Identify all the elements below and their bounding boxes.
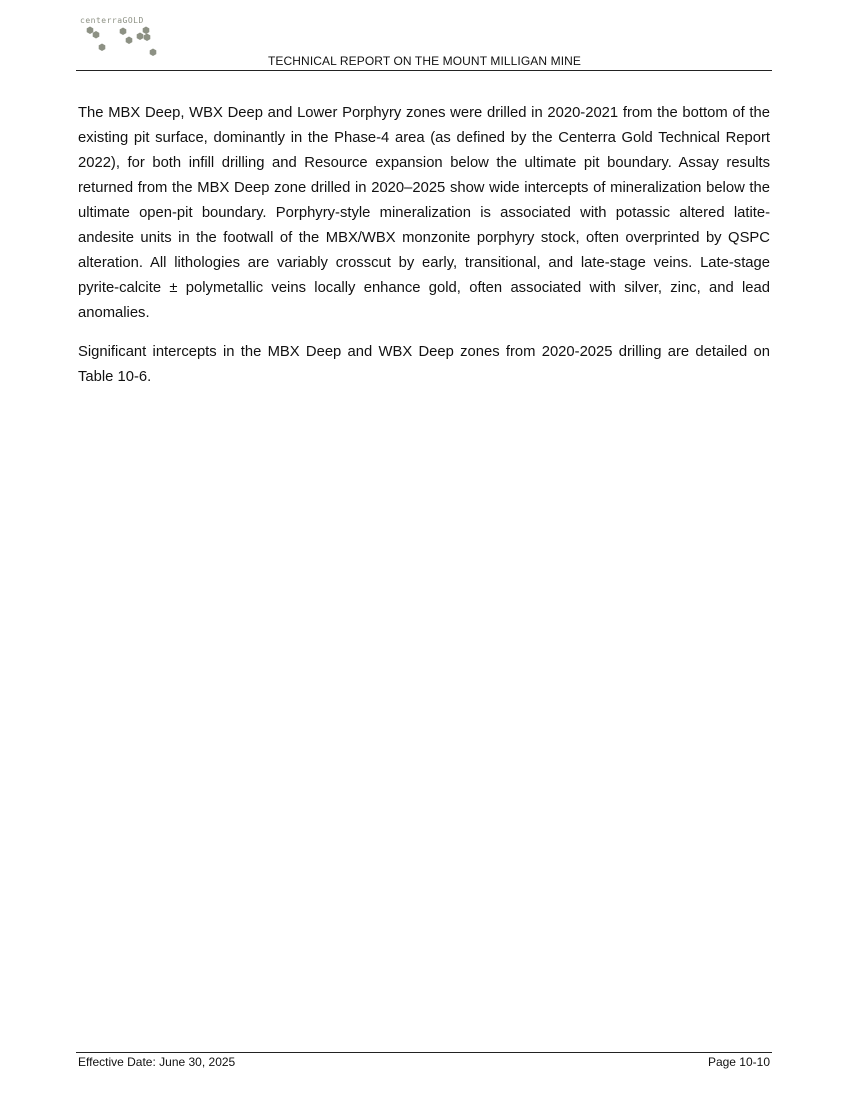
body-paragraph: The MBX Deep, WBX Deep and Lower Porphyry zones were drilled in 2020-2021 from the bottom of the existing pit surface, dominantly in the Phase-4 area (as defined by the Centerra Gold Technical Report 2022), for both infill drilling and Resource expansion below the ultimate pit boundary. Assay results returned from the MBX Deep zone drilled in 2020–2025 show wide intercepts of mineralization below the ultimate open-pit boundary. Porphyry-style mineralization is associated with potassic altered latite-andesite units in the footwall of the MBX/WBX monzonite porphyry stock, often overprinted by QSPC alteration. All lithologies are variably crosscut by early, transitional, and late-stage veins. Late-stage pyrite-calcite ± polymetallic veins locally enhance gold, often associated with silver, zinc, and lead anomalies. (78, 105, 770, 321)
header-divider (76, 70, 772, 71)
logo-wordmark: centerraGOLD (80, 16, 144, 25)
report-body (78, 101, 770, 404)
footer-page-number: Page 10-10 (707, 1055, 770, 1069)
body-paragraph: Significant intercepts in the MBX Deep and WBX Deep zones from 2020-2025 drilling are detailed on Table 10-6. (78, 344, 770, 385)
footer-divider (76, 1052, 772, 1053)
footer-effective-date: Effective Date: June 30, 2025 (78, 1055, 236, 1069)
report-header-title: TECHNICAL REPORT ON THE MOUNT MILLIGAN MINE (267, 54, 581, 68)
